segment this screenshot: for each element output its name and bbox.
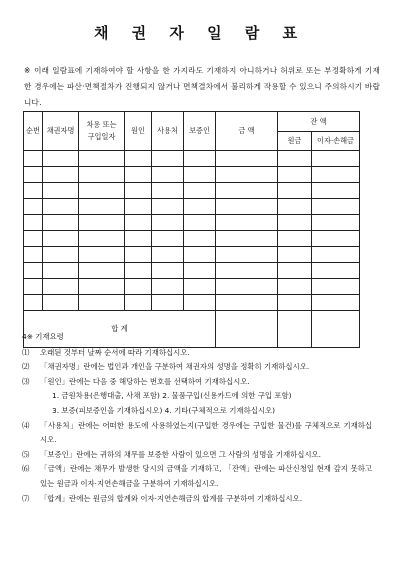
- table-cell: [312, 215, 360, 231]
- table-cell: [216, 215, 278, 231]
- table-cell: [184, 263, 216, 279]
- table-body: [24, 151, 360, 311]
- header-no: 순번: [24, 112, 43, 151]
- table-cell: [79, 279, 125, 295]
- table-cell: [125, 183, 152, 199]
- header-reason: 원인: [125, 112, 152, 151]
- header-principal: 원금: [278, 132, 312, 151]
- instruction-item: [22, 346, 372, 361]
- table-cell: [125, 151, 152, 167]
- table-cell: [43, 199, 79, 215]
- table-cell: [278, 295, 312, 311]
- instruction-text: 「사용처」란에는 어떠한 용도에 사용하였는지(구입한 경우에는 구입한 물건)를 구체적으로 기재하십시오.: [40, 420, 372, 445]
- table-cell: [24, 167, 43, 183]
- table-cell: [24, 183, 43, 199]
- table-cell: [24, 199, 43, 215]
- table-cell: [216, 231, 278, 247]
- instruction-subitem: [22, 404, 372, 419]
- instruction-text: 1. 금원차용(은행대출, 사채 포함) 2. 물품구입(신용카드에 의한 구입 포함): [52, 391, 292, 401]
- table-cell: [152, 199, 184, 215]
- header-creditor: 채권자명: [43, 112, 79, 151]
- table-cell: [125, 215, 152, 231]
- table-row: [24, 231, 360, 247]
- table-cell: [278, 199, 312, 215]
- table-cell: [125, 279, 152, 295]
- table-cell: [278, 231, 312, 247]
- table-cell: [184, 215, 216, 231]
- instructions: [22, 330, 372, 506]
- table-cell: [184, 247, 216, 263]
- instruction-text: 「보증인」란에는 귀하의 채무를 보증한 사람이 있으면 그 사람의 성명을 기재하십시오.: [40, 449, 322, 459]
- instruction-text: 「금액」란에는 채무가 발생한 당시의 금액을 기재하고, 「잔액」란에는 파산신청일 현재 갚지 못하고 있는 원금과 이자·지연손해금을 구분하여 기재하십시오.: [40, 464, 372, 488]
- instruction-number: ⑸: [22, 449, 30, 459]
- table-cell: [312, 151, 360, 167]
- table-cell: [43, 279, 79, 295]
- table-cell: [152, 263, 184, 279]
- table-row: [24, 215, 360, 231]
- table-cell: [152, 247, 184, 263]
- table-cell: [216, 183, 278, 199]
- table-cell: [125, 263, 152, 279]
- table-cell: [43, 151, 79, 167]
- table-cell: [24, 247, 43, 263]
- table-cell: [24, 279, 43, 295]
- table-cell: [79, 167, 125, 183]
- table-row: [24, 183, 360, 199]
- instruction-number: ⑶: [22, 376, 30, 386]
- total-label: 합 계: [24, 311, 216, 348]
- creditor-table: [23, 111, 360, 348]
- table-cell: [312, 279, 360, 295]
- table-cell: [43, 295, 79, 311]
- table-cell: [184, 231, 216, 247]
- table-cell: [278, 183, 312, 199]
- instruction-text: 오래된 것부터 날짜 순서에 따라 기재하십시오.: [40, 347, 190, 357]
- table-cell: [152, 167, 184, 183]
- table-cell: [278, 167, 312, 183]
- table-cell: [152, 183, 184, 199]
- instruction-item: [22, 360, 372, 375]
- instruction-text: 「채권자명」란에는 법인과 개인을 구분하여 채권자의 성명을 정확히 기재하십시오.: [40, 362, 310, 372]
- table-cell: [24, 295, 43, 311]
- table-cell: [216, 167, 278, 183]
- header-date: [79, 112, 125, 151]
- instruction-number: ⑷: [22, 420, 30, 430]
- table-row: [24, 151, 360, 167]
- table-cell: [24, 263, 43, 279]
- table-cell: [152, 215, 184, 231]
- instruction-number: ⑹: [22, 464, 30, 474]
- table-cell: [312, 199, 360, 215]
- table-row: [24, 263, 360, 279]
- table-cell: [79, 247, 125, 263]
- table-cell: [312, 247, 360, 263]
- table-cell: [184, 183, 216, 199]
- table-row: [24, 167, 360, 183]
- table-cell: [43, 167, 79, 183]
- table-cell: [152, 151, 184, 167]
- table-cell: [184, 279, 216, 295]
- table-cell: [216, 295, 278, 311]
- table-cell: [79, 295, 125, 311]
- header-date-line2: 구입일자: [87, 132, 116, 141]
- notice-text: ※ 이래 일람표에 기재하여야 할 사항을 한 가지라도 기재하지 아니하거나 허위로 또는 부정확하게 기재한 경우에는 파산·면책절차가 진행되지 않거나 면책결차에서 불리하게 작용할 수 있으니 주의하시기 바랍니다.: [24, 66, 380, 107]
- page-title: 채 권 자 일 람 표: [93, 24, 307, 42]
- instruction-item: [22, 419, 372, 448]
- table-cell: [184, 295, 216, 311]
- table-cell: [184, 151, 216, 167]
- instruction-number: ⑵: [22, 362, 30, 372]
- instruction-number: ⑴: [22, 347, 30, 357]
- table-cell: [312, 231, 360, 247]
- table-cell: [125, 199, 152, 215]
- header-amount: 금 액: [216, 112, 278, 151]
- table-cell: [79, 199, 125, 215]
- table-row: [24, 199, 360, 215]
- instruction-item: [22, 462, 372, 491]
- table-cell: [43, 263, 79, 279]
- table-cell: [312, 263, 360, 279]
- table-cell: [278, 215, 312, 231]
- header-date-line1: 차용 또는: [86, 120, 117, 129]
- header-interest: 이자·손해금: [312, 132, 360, 151]
- table-cell: [152, 279, 184, 295]
- table-row: [24, 279, 360, 295]
- table-cell: [125, 231, 152, 247]
- table-cell: [125, 295, 152, 311]
- instruction-number: ⑺: [22, 493, 30, 503]
- table-cell: [312, 183, 360, 199]
- table-cell: [152, 231, 184, 247]
- instruction-text: 「합계」란에는 원금의 합계와 이자·지연손해금의 합계를 구분하여 기재하십시오.: [40, 493, 303, 503]
- table-cell: [216, 199, 278, 215]
- table-cell: [184, 199, 216, 215]
- table-row: [24, 247, 360, 263]
- instruction-item: [22, 375, 372, 390]
- instructions-title: 4※ 기재요령: [22, 332, 64, 341]
- table-cell: [216, 279, 278, 295]
- table-cell: [79, 231, 125, 247]
- header-usage: 사용처: [152, 112, 184, 151]
- table-cell: [278, 263, 312, 279]
- table-cell: [312, 167, 360, 183]
- table-cell: [216, 151, 278, 167]
- table-cell: [184, 167, 216, 183]
- table-cell: [152, 295, 184, 311]
- table-cell: [79, 215, 125, 231]
- table-cell: [79, 263, 125, 279]
- header-balance: 잔 액: [278, 112, 360, 132]
- table-cell: [125, 167, 152, 183]
- header-guarantor: 보증인: [184, 112, 216, 151]
- instruction-text: 3. 보증(피보증인을 기재하십시오) 4. 기타(구체적으로 기재하십시오): [52, 405, 276, 415]
- table-cell: [24, 215, 43, 231]
- instruction-item: [22, 492, 372, 507]
- instruction-item: [22, 448, 372, 463]
- table-row: [24, 295, 360, 311]
- table-cell: [278, 151, 312, 167]
- table-cell: [125, 247, 152, 263]
- table-cell: [43, 183, 79, 199]
- table-cell: [312, 295, 360, 311]
- table-cell: [79, 151, 125, 167]
- table-cell: [43, 215, 79, 231]
- table-cell: [278, 279, 312, 295]
- table-cell: [79, 183, 125, 199]
- instructions-list: [22, 346, 372, 507]
- table-cell: [216, 263, 278, 279]
- table-cell: [216, 247, 278, 263]
- instruction-text: 「원인」란에는 다음 중 해당하는 번호를 선택하여 기재하십시오.: [40, 376, 250, 386]
- table-cell: [278, 247, 312, 263]
- table-cell: [24, 231, 43, 247]
- table-cell: [43, 231, 79, 247]
- instruction-subitem: [22, 389, 372, 404]
- table-cell: [43, 247, 79, 263]
- table-cell: [24, 151, 43, 167]
